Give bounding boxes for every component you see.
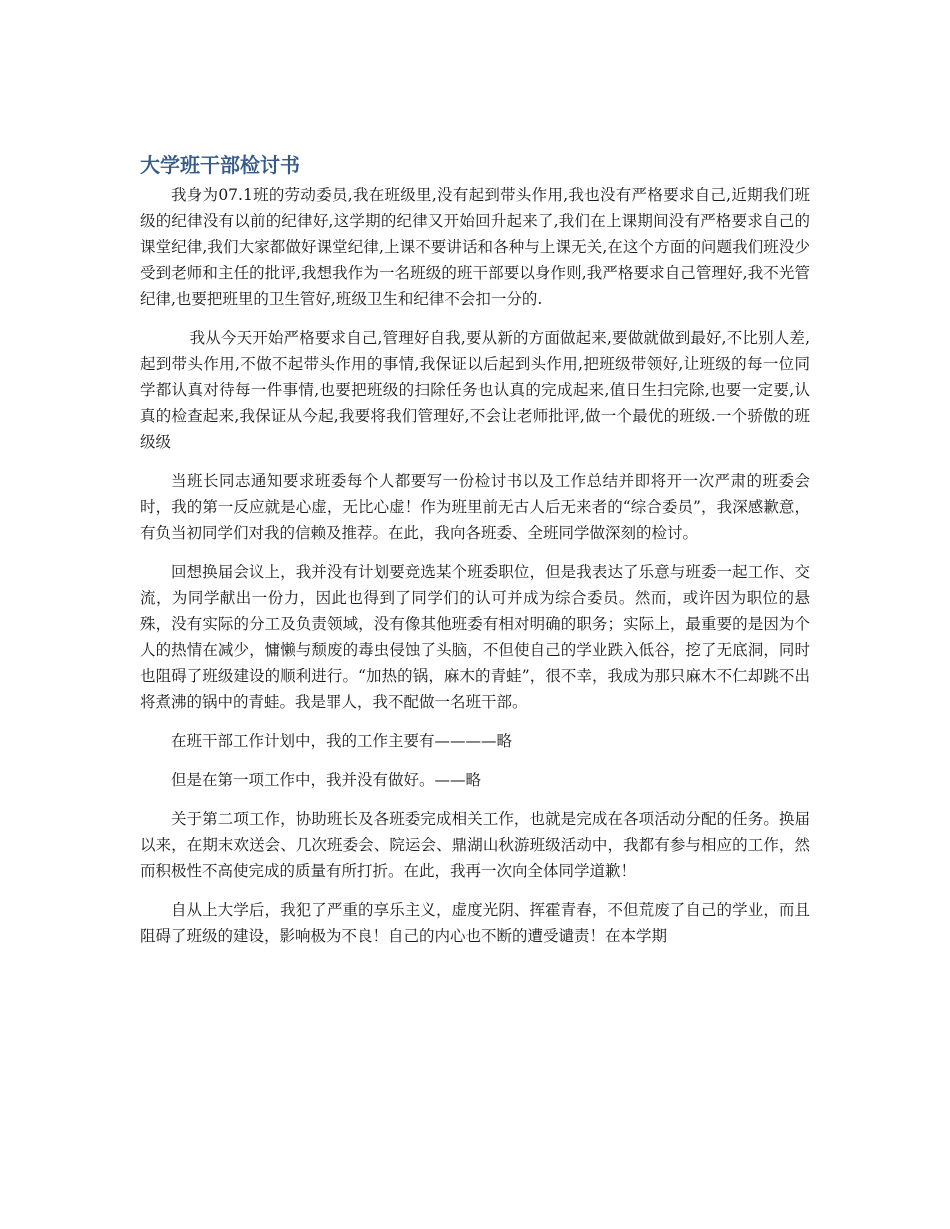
paragraph-monitor-notice: 当班长同志通知要求班委每个人都要写一份检讨书以及工作总结并即将开一次严肃的班委会时，我的第一反应就是心虚，无比心虚！作为班里前无古人后无来者的“综合委员”，我深感歉意，有负当初同学们对我的信赖及推荐。在此，我向各班委、全班同学做深刻的检讨。 — [140, 472, 810, 542]
paragraph-first-task: 但是在第一项工作中，我并没有做好。——略 — [171, 771, 482, 789]
paragraph-labor-committee: 我身为07.1班的劳动委员,我在班级里,没有起到带头作用,我也没有严格要求自己,近期我们班级的纪律没有以前的纪律好,这学期的纪律又开始回升起来了,我们在上课期间没有严格要求自己的课堂纪律,我们大家都做好课堂纪律,上课不要讲话和各种与上课无关,在这个方面的问题我们班没少受到老师和主任的批评,我想我作为一名班级的班干部要以身作则,我严格要求自己管理好,我不光管纪律,也要把班里的卫生管好,班级卫生和纪律不会扣一分的. — [140, 186, 810, 308]
paragraph-second-task: 关于第二项工作，协助班长及各班委完成相关工作，也就是完成在各项活动分配的任务。换届以来，在期末欢送会、几次班委会、院运会、鼎湖山秋游班级活动中，我都有参与相应的工作，然而积极性不高使完成的质量有所打折。在此，我再一次向全体同学道歉！ — [140, 810, 810, 880]
paragraph-election-review: 回想换届会议上，我并没有计划要竞选某个班委职位，但是我表达了乐意与班委一起工作、交流，为同学献出一份力，因此也得到了同学们的认可并成为综合委员。然而，或许因为职位的悬殊，没有实际的分工及负责领域，没有像其他班委有相对明确的职务；实际上，最重要的是因为个人的热情在减少，慵懒与颓废的毒虫侵蚀了头脑，不但使自己的学业跌入低谷，挖了无底洞，同时也阻碍了班级建设的顺利进行。“加热的锅，麻木的青蛙”，很不幸，我成为那只麻木不仁却跳不出将煮沸的锅中的青蛙。我是罪人，我不配做一名班干部。 — [140, 563, 810, 711]
paragraph-commitment: 我从今天开始严格要求自己,管理好自我,要从新的方面做起来,要做就做到最好,不比别人差,起到带头作用,不做不起带头作用的事情,我保证以后起到头作用,把班级带领好,让班级的每一位同学都认真对待每一件事情,也要把班级的扫除任务也认真的完成起来,值日生扫完除,也要一定要,认真的检查起来,我保证从今起,我要将我们管理好,不会让老师批评,做一个最优的班级.一个骄傲的班级级 — [140, 329, 810, 451]
document-body — [140, 182, 810, 962]
paragraph-self-reflection: 自从上大学后，我犯了严重的享乐主义，虚度光阴、挥霍青春，不但荒废了自己的学业，而且阻碍了班级的建设，影响极为不良！自己的内心也不断的遭受谴责！在本学期 — [140, 901, 810, 945]
document-title: 大学班干部检讨书 — [140, 153, 300, 177]
paragraph-work-plan: 在班干部工作计划中，我的工作主要有————略 — [171, 732, 513, 750]
